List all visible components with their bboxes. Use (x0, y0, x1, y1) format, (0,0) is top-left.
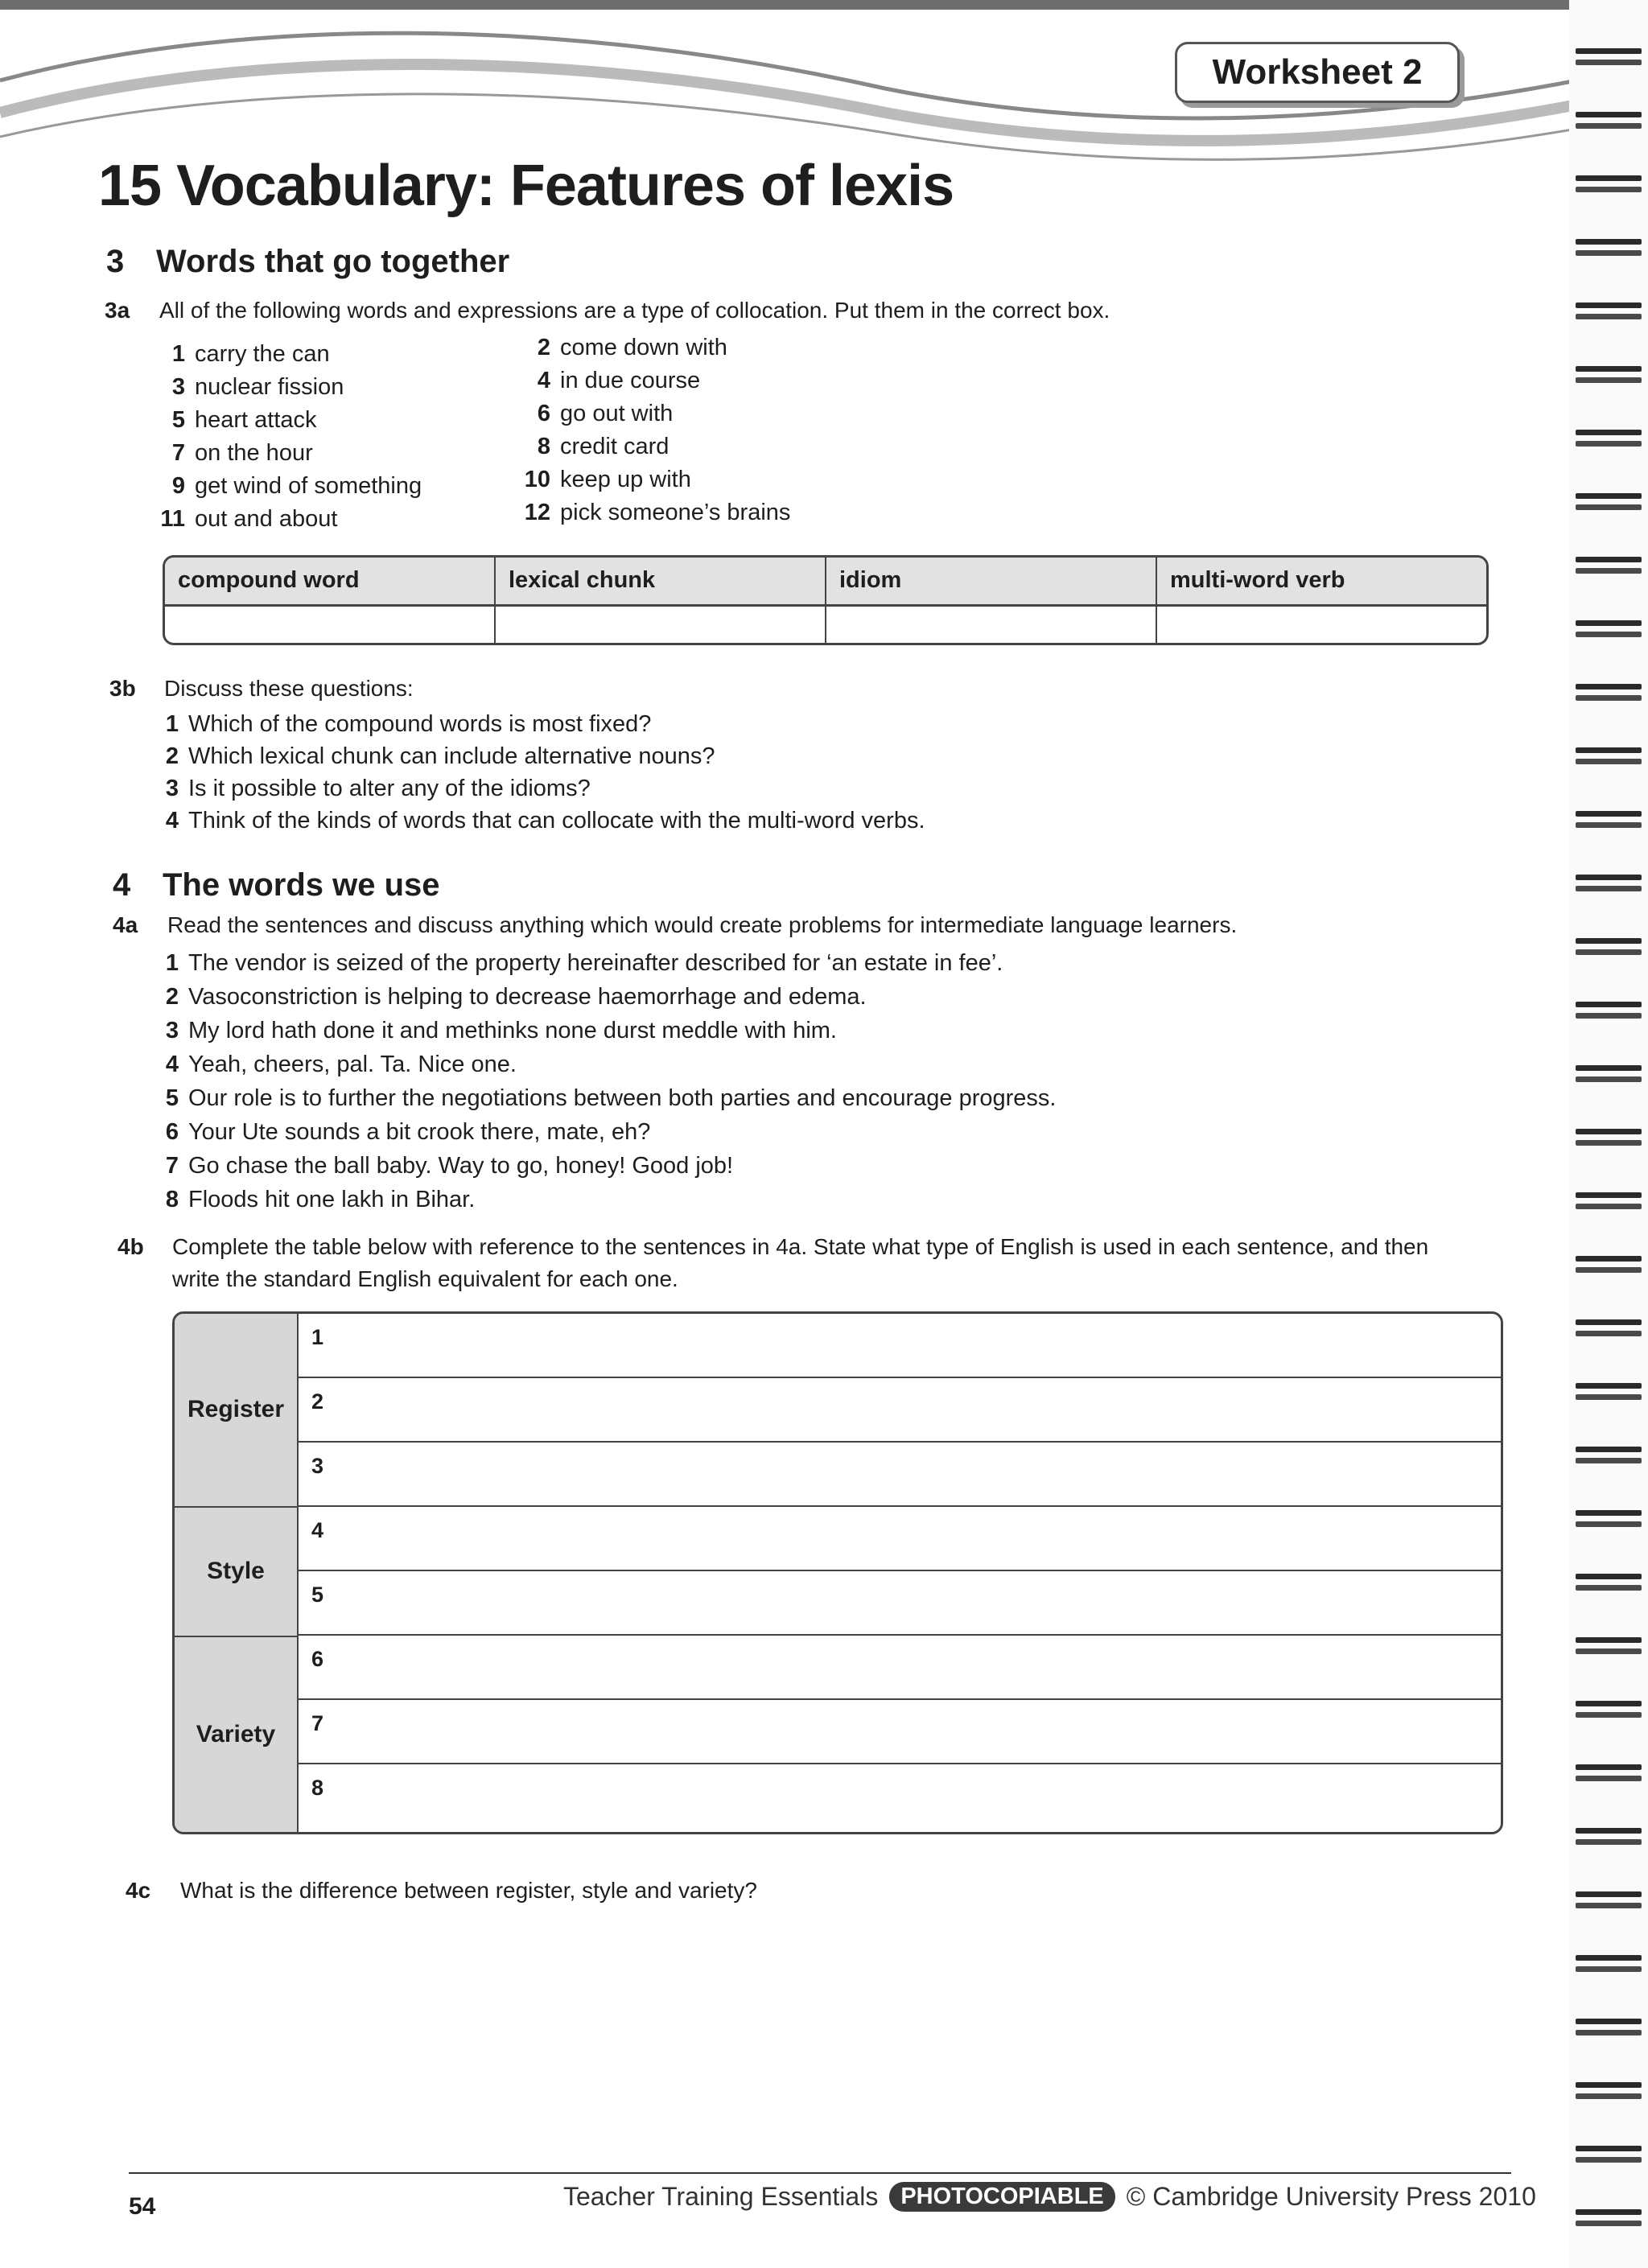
item-text: My lord hath done it and methinks none durst meddle with him. (188, 1018, 837, 1043)
item-number: 8 (165, 1187, 179, 1212)
answer-row[interactable]: 6 (299, 1636, 1501, 1700)
page-number: 54 (129, 2193, 156, 2220)
spiral-ring (1576, 112, 1642, 130)
question-instruction: All of the following words and expressions are a type of collocation. Put them in the correct box. (159, 298, 1110, 323)
spiral-ring (1576, 1065, 1642, 1083)
list-item (523, 430, 790, 463)
photocopiable-badge: PHOTOCOPIABLE (889, 2182, 1114, 2212)
item-number: 4 (165, 1052, 179, 1077)
item-text: carry the can (195, 341, 330, 367)
spiral-ring (1576, 1828, 1642, 1846)
spiral-binding (1569, 0, 1648, 2268)
list-item (158, 437, 422, 470)
spiral-ring (1576, 239, 1642, 257)
spiral-ring (1576, 1574, 1642, 1591)
item-number: 12 (524, 500, 550, 525)
list-item (161, 1115, 1057, 1149)
section-3-heading (106, 244, 509, 280)
register-style-variety-table (172, 1311, 1503, 1834)
list-item (158, 371, 422, 404)
table-header-cell: multi-word verb (1170, 567, 1345, 593)
item-text: Which of the compound words is most fixed? (188, 711, 652, 737)
spiral-ring (1576, 430, 1642, 447)
item-text: Is it possible to alter any of the idioms? (188, 776, 591, 801)
answer-row[interactable]: 1 (299, 1314, 1501, 1378)
item-number: 6 (537, 401, 550, 426)
list-item (523, 463, 790, 496)
item-number: 7 (171, 440, 185, 466)
item-text: keep up with (560, 467, 691, 492)
item-number: 3 (165, 1018, 179, 1043)
question-instruction: Discuss these questions: (164, 676, 414, 701)
spiral-ring (1576, 1129, 1642, 1146)
answer-cell[interactable] (1157, 607, 1486, 645)
worksheet-label: Worksheet 2 (1175, 42, 1460, 103)
spiral-ring (1576, 1510, 1642, 1528)
group-label-variety: Variety (175, 1637, 297, 1832)
spiral-ring (1576, 48, 1642, 66)
item-text: The vendor is seized of the property hereinafter described for ‘an estate in fee’. (188, 950, 1003, 976)
answer-row[interactable]: 4 (299, 1507, 1501, 1571)
list-item (158, 503, 422, 536)
spiral-ring (1576, 747, 1642, 765)
collocation-table-header (165, 558, 1486, 607)
answer-row[interactable]: 8 (311, 1776, 324, 1800)
spiral-ring (1576, 1256, 1642, 1274)
item-number: 11 (160, 506, 185, 532)
spiral-ring (1576, 1637, 1642, 1655)
group-label-style: Style (175, 1508, 297, 1637)
item-text: heart attack (195, 407, 317, 433)
table-header-cell: idiom (826, 558, 1157, 604)
collocation-table-answer-row (165, 607, 1486, 645)
spiral-ring (1576, 938, 1642, 956)
table-answer-rows (299, 1314, 1501, 1832)
table-header-cell: lexical chunk (496, 558, 826, 604)
question-instruction: What is the difference between register, style and variety? (180, 1878, 757, 1903)
footer-divider (129, 2172, 1511, 2174)
book-title: Teacher Training Essentials (563, 2182, 879, 2211)
list-item (158, 404, 422, 437)
section-4-heading (113, 867, 440, 903)
spiral-ring (1576, 2209, 1642, 2227)
item-text: come down with (560, 335, 727, 360)
spiral-ring (1576, 1319, 1642, 1337)
item-number: 1 (165, 950, 179, 976)
item-number: 6 (165, 1119, 179, 1145)
answer-cell[interactable] (165, 607, 496, 645)
list-item (161, 980, 1057, 1014)
page-title: 15 Vocabulary: Features of lexis (98, 154, 954, 218)
question-label: 4b (117, 1234, 144, 1259)
question-instruction: Read the sentences and discuss anything which would create problems for intermediate language learners. (167, 912, 1238, 937)
list-item (158, 470, 422, 503)
copyright: © Cambridge University Press 2010 (1126, 2182, 1536, 2211)
list-item (161, 1048, 1057, 1081)
spiral-ring (1576, 2082, 1642, 2100)
question-label: 4a (113, 912, 138, 937)
item-number: 7 (165, 1153, 179, 1179)
collocation-list-left (158, 338, 422, 536)
spiral-ring (1576, 620, 1642, 638)
spiral-ring (1576, 811, 1642, 829)
answer-row[interactable]: 5 (299, 1571, 1501, 1636)
answer-row[interactable]: 2 (299, 1378, 1501, 1443)
list-item (161, 1149, 1057, 1183)
item-text: pick someone’s brains (560, 500, 791, 525)
item-text: in due course (560, 368, 701, 393)
list-item (161, 740, 925, 772)
item-number: 2 (537, 335, 550, 360)
item-text: nuclear fission (195, 374, 344, 400)
answer-row[interactable]: 7 (299, 1700, 1501, 1764)
item-number: 3 (171, 374, 185, 400)
list-item (161, 1014, 1057, 1048)
spiral-ring (1576, 1701, 1642, 1718)
sentence-list (161, 946, 1057, 1216)
item-text: out and about (195, 506, 338, 532)
item-text: go out with (560, 401, 674, 426)
item-number: 8 (537, 434, 550, 459)
discussion-list (161, 708, 925, 837)
item-number: 5 (165, 1085, 179, 1111)
list-item (523, 331, 790, 364)
spiral-ring (1576, 303, 1642, 320)
table-group-labels (175, 1314, 299, 1832)
item-number: 10 (524, 467, 550, 492)
answer-cell[interactable] (826, 607, 1157, 645)
spiral-ring (1576, 1447, 1642, 1464)
question-label: 3a (105, 298, 130, 323)
item-text: on the hour (195, 440, 313, 466)
item-number: 4 (537, 368, 550, 393)
spiral-ring (1576, 1955, 1642, 1973)
item-text: get wind of something (195, 473, 422, 499)
item-number: 2 (165, 743, 179, 769)
item-text: Floods hit one lakh in Bihar. (188, 1187, 476, 1212)
list-item (161, 1081, 1057, 1115)
list-item (158, 338, 422, 371)
spiral-ring (1576, 684, 1642, 702)
section-title: Words that go together (156, 244, 510, 279)
collocation-table (163, 555, 1489, 645)
item-number: 1 (171, 341, 185, 367)
table-header-cell: compound word (165, 558, 496, 604)
group-label-register: Register (175, 1314, 297, 1508)
list-item (161, 805, 925, 837)
spiral-ring (1576, 557, 1642, 574)
question-instruction-line-2: write the standard English equivalent for each one. (172, 1266, 678, 1291)
list-item (523, 364, 790, 397)
item-text: Our role is to further the negotiations between both parties and encourage progress. (188, 1085, 1057, 1111)
item-number: 9 (171, 473, 185, 499)
spiral-ring (1576, 366, 1642, 384)
section-number: 4 (113, 867, 131, 903)
item-text: Vasoconstriction is helping to decrease haemorrhage and edema. (188, 984, 867, 1010)
answer-row[interactable]: 3 (299, 1443, 1501, 1507)
list-item (161, 946, 1057, 980)
item-text: Yeah, cheers, pal. Ta. Nice one. (188, 1052, 517, 1077)
list-item (161, 772, 925, 805)
spiral-ring (1576, 875, 1642, 892)
spiral-ring (1576, 1764, 1642, 1782)
spiral-ring (1576, 1891, 1642, 1909)
collocation-list-right (523, 331, 790, 529)
list-item (161, 708, 925, 740)
item-text: Go chase the ball baby. Way to go, honey! Good job! (188, 1153, 734, 1179)
item-number: 2 (165, 984, 179, 1010)
section-title: The words we use (163, 867, 440, 903)
list-item (523, 397, 790, 430)
footer-credits (563, 2182, 1536, 2212)
spiral-ring (1576, 2146, 1642, 2163)
item-number: 1 (165, 711, 179, 737)
answer-cell[interactable] (496, 607, 826, 645)
item-number: 3 (165, 776, 179, 801)
item-number: 5 (171, 407, 185, 433)
spiral-ring (1576, 2019, 1642, 2036)
item-text: Think of the kinds of words that can collocate with the multi-word verbs. (188, 808, 925, 834)
spiral-ring (1576, 493, 1642, 511)
section-number: 3 (106, 244, 125, 279)
spiral-ring (1576, 175, 1642, 193)
item-text: credit card (560, 434, 670, 459)
list-item (161, 1183, 1057, 1216)
question-instruction-line-1: Complete the table below with reference to the sentences in 4a. State what type of English is used in each sentence, and then (172, 1234, 1429, 1259)
question-label: 3b (109, 676, 136, 701)
question-label: 4c (126, 1878, 151, 1903)
list-item (523, 496, 790, 529)
spiral-ring (1576, 1002, 1642, 1019)
item-text: Which lexical chunk can include alternative nouns? (188, 743, 715, 769)
spiral-ring (1576, 1192, 1642, 1210)
item-text: Your Ute sounds a bit crook there, mate, eh? (188, 1119, 651, 1145)
item-number: 4 (165, 808, 179, 834)
spiral-ring (1576, 1383, 1642, 1401)
